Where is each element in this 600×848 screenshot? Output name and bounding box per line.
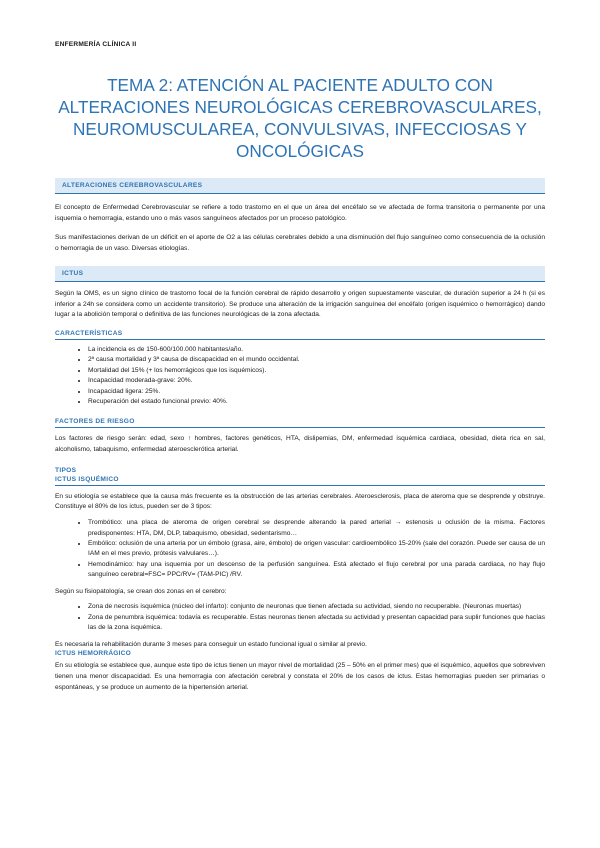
- section-heading-factores: FACTORES DE RIESGO: [55, 418, 545, 428]
- list-caracteristicas: [55, 345, 545, 407]
- list-item: • Hemodinámico: hay una isquemia por un descenso de la perfusión sanguínea. Está afectado el flujo cerebral por una parada cardiaca, no hay flujo sanguíneo cerebral=FSC= PPC/RV= (TAM-PIC) /RV.: [88, 560, 545, 581]
- list-item: • Mortalidad del 15% (+ los hemorrágicos que los isquémicos).: [88, 366, 545, 376]
- section-heading-caracteristicas: CARACTERÍSTICAS: [55, 330, 545, 340]
- list-item: • Incapacidad ligera: 25%.: [88, 387, 545, 397]
- tipos-heading: TIPOS: [55, 466, 77, 474]
- list-zones: [55, 602, 545, 633]
- section-heading-ictus: ICTUS: [55, 266, 545, 282]
- list-item: • Incapacidad moderada-grave: 20%.: [88, 376, 545, 386]
- section-heading-tipos: [55, 467, 545, 486]
- list-item: • Trombótico: una placa de ateroma de origen cerebral se desprende alterando la pared arterial → estenosis u oclusión de la misma. Factores predisponentes: HTA, DM, DLP, tabaquismo, obesidad, sedentarismo…: [88, 518, 545, 539]
- list-item: • Embólico: oclusión de una arteria por un émbolo (grasa, aire, émbolo) de origen vascular: cardioembólico 15-20% (sale del corazón. Puede ser causa de un IAM en el mes previo, prótesis valvulares…).: [88, 539, 545, 560]
- list-item: • Zona de penumbra isquémica: todavía es recuperable. Estas neuronas tienen afectada su actividad y presentan capacidad para suplir funciones que hacías las de la zona isquémica.: [88, 613, 545, 634]
- paragraph-manifestaciones: Sus manifestaciones derivan de un déficit en el aporte de O2 a las células cerebrales debido a una disminución del flujo sanguíneo como consecuencia de la oclusión o hemorragia de un vaso. Diversas etiologías.: [55, 234, 545, 253]
- ictus-isquemico-subheading: ICTUS ISQUÉMICO: [55, 475, 119, 483]
- list-item: • Recuperación del estado funcional previo: 40%.: [88, 397, 545, 407]
- running-header: ENFERMERÍA CLÍNICA II: [55, 41, 137, 48]
- list-item: • La incidencia es de 150-600/100.000 habitantes/año.: [88, 345, 545, 355]
- ictus-hemorragico-subheading: ICTUS HEMORRÁGICO: [55, 650, 131, 658]
- paragraph-hemorragico: En su etiología se establece que, aunque este tipo de ictus tienen un mayor nivel de mortalidad (25 – 50% en el primer mes) que el isquémico, aquellos que sobreviven tienen una menor discapacidad. Es una hemorragia con afectación cerebral y constata el 20% de los casos de ictus. Estas hemorragias pueden ser primarias o espontáneas, y se produce un aumento de la hipertensión arterial.: [55, 662, 545, 691]
- list-item: • Zona de necrosis isquémica (núcleo del infarto): conjunto de neuronas que tienen afectada su actividad, siendo no recuperable. (Neuronas muertas): [88, 602, 545, 612]
- document-body: [55, 178, 545, 693]
- list-item: • 2ª causa mortalidad y 3ª causa de discapacidad en el mundo occidental.: [88, 355, 545, 365]
- paragraph-concepto: El concepto de Enfermedad Cerebrovascular se refiere a todo trastorno en el que un área del encéfalo se ve afectada de forma transitoria o permanente por una isquemia o hemorragia, estando uno o más vasos sanguíneos afectados por un proceso patológico.: [55, 204, 545, 222]
- paragraph-rehabilitacion: Es necesaria la rehabilitación durante 3 meses para conseguir un estado funcional igual o similar al previo.: [55, 640, 367, 648]
- paragraph-ictus-definition: Según la OMS, es un signo clínico de trastorno focal de la función cerebral de rápido desarrollo y origen supuestamente vascular, de duración superior a 24 h (si es inferior a 24h se considera como un accidente transitorio). Se produce una alteración de la irrigación sanguínea del encéfalo (origen isquémico o hemorrágico) dando lugar a la abolición temporal o definitiva de las funciones neurológicas de la zona afectada.: [55, 289, 545, 319]
- list-isquemico-types: [55, 518, 545, 580]
- paragraph-zones-intro: Según su fisiopatología, se crean dos zonas en el cerebro:: [55, 587, 227, 595]
- section-heading-alteraciones: ALTERACIONES CEREBROVASCULARES: [55, 178, 545, 194]
- paragraph-isquemico-intro: En su etiología se establece que la causa más frecuente es la obstrucción de las arterias cerebrales. Ateroesclerosis, placa de ateroma que se desprende y obstruye. Constituye el 80% de los ictus, pueden ser de 3 tipos:: [55, 492, 545, 511]
- document-title: TEMA 2: ATENCIÓN AL PACIENTE ADULTO CON ALTERACIONES NEUROLÓGICAS CEREBROVASCULARES, NEUROMUSCULAREA, CONVULSIVAS, INFECCIOSAS Y ONCOLÓGICAS: [58, 75, 542, 161]
- paragraph-factores: Los factores de riesgo serán: edad, sexo ↑ hombres, factores genéticos, HTA, dislipemias, DM, enfermedad isquémica cardiaca, obesidad, dieta rica en sal, alcoholismo, tabaquismo, enfermedad ateroesclerótica arterial.: [55, 435, 545, 454]
